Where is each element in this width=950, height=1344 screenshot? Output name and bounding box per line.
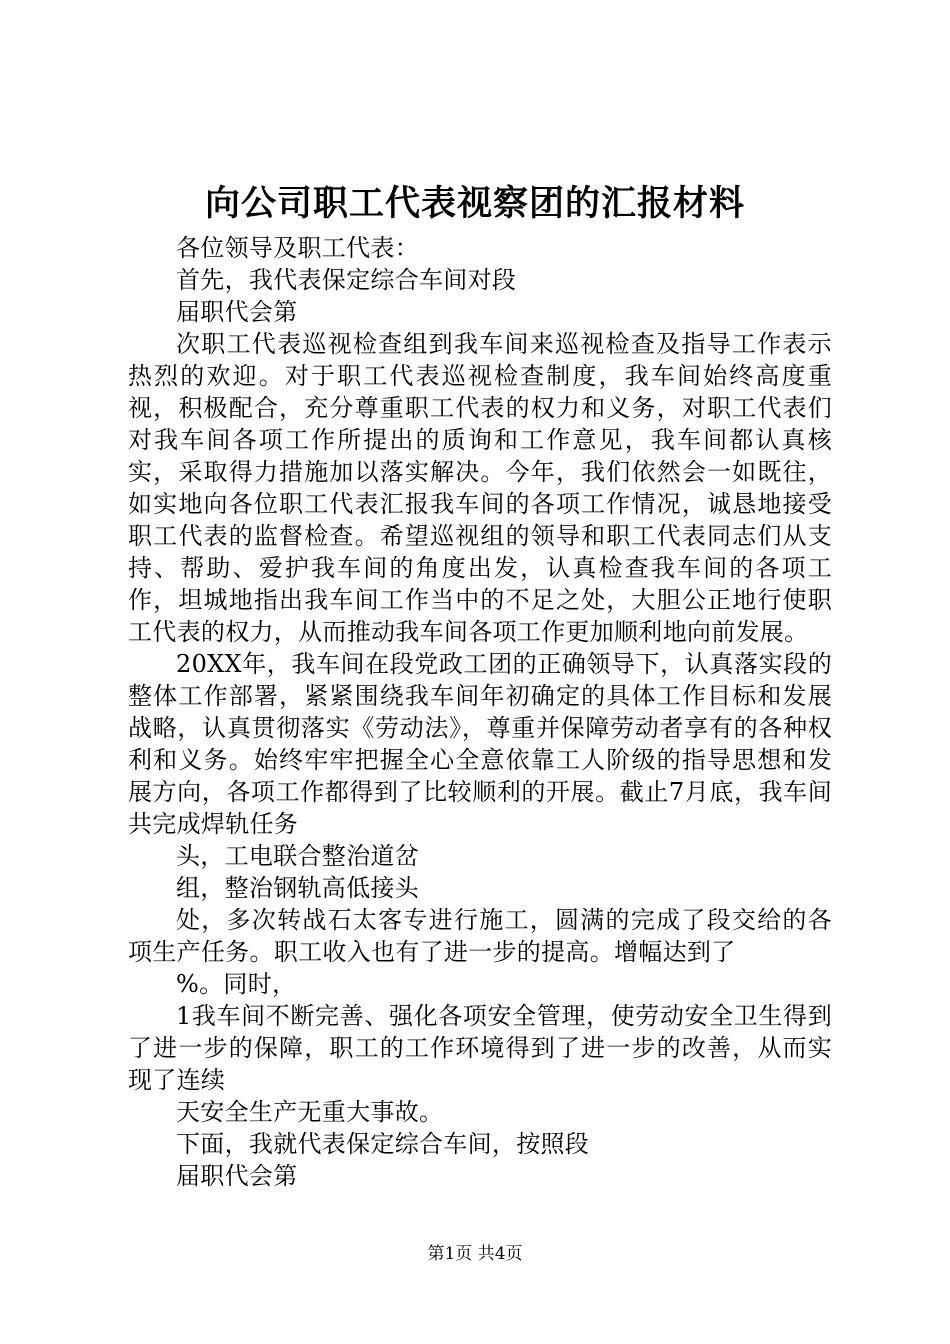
paragraph-salutation: 各位领导及职工代表：	[176, 234, 419, 262]
paragraph-joints: 组，整治钢轨高低接头	[176, 874, 419, 902]
paragraph-next: 下面，我就代表保定综合车间，按照段	[176, 1130, 590, 1158]
paragraph-turnout: 头，工电联合整治道岔	[176, 842, 419, 870]
paragraph-session-ref: 届职代会第	[176, 298, 298, 326]
document-body	[128, 232, 832, 1192]
paragraph-annual-summary: 20XX年，我车间在段党政工团的正确领导下，认真落实段的整体工作部署，紧紧围绕我车间年初确定的具体工作目标和发展战略，认真贯彻落实《劳动法》，尊重并保障劳动者享有的各种权利和义务。始终牢牢把握全心全意依靠工人阶级的指导思想和发展方向，各项工作都得到了比较顺利的开展。截止7月底，我车间共完成焊轨任务	[128, 650, 832, 838]
document-title: 向公司职工代表视察团的汇报材料	[204, 183, 745, 224]
paragraph-session-ref-2: 届职代会第	[176, 1162, 298, 1190]
paragraph-percent: %。同时，	[176, 970, 297, 998]
paragraph-production: 处，多次转战石太客专进行施工，圆满的完成了段交给的各项生产任务。职工收入也有了进一步的提高。增幅达到了	[128, 906, 832, 966]
paragraph-opening: 首先，我代表保定综合车间对段	[176, 266, 517, 294]
paragraph-welcome: 次职工代表巡视检查组到我车间来巡视检查及指导工作表示热烈的欢迎。对于职工代表巡视检查制度，我车间始终高度重视，积极配合，充分尊重职工代表的权力和义务，对职工代表们对我车间各项工作所提出的质询和工作意见，我车间都认真核实，采取得力措施加以落实解决。今年，我们依然会一如既往，如实地向各位职工代表汇报我车间的各项工作情况，诚恳地接受职工代表的监督检查。希望巡视组的领导和职工代表同志们从支持、帮助、爱护我车间的角度出发，认真检查我车间的各项工作，坦城地指出我车间工作当中的不足之处，大胆公正地行使职工代表的权力，从而推动我车间各项工作更加顺利地向前发展。	[128, 330, 832, 646]
paragraph-safety: 1我车间不断完善、强化各项安全管理，使劳动安全卫生得到了进一步的保障，职工的工作环境得到了进一步的改善，从而实现了连续	[128, 1002, 832, 1094]
page-number: 第1页 共4页	[427, 1244, 523, 1264]
paragraph-safe-days: 天安全生产无重大事故。	[176, 1098, 444, 1126]
